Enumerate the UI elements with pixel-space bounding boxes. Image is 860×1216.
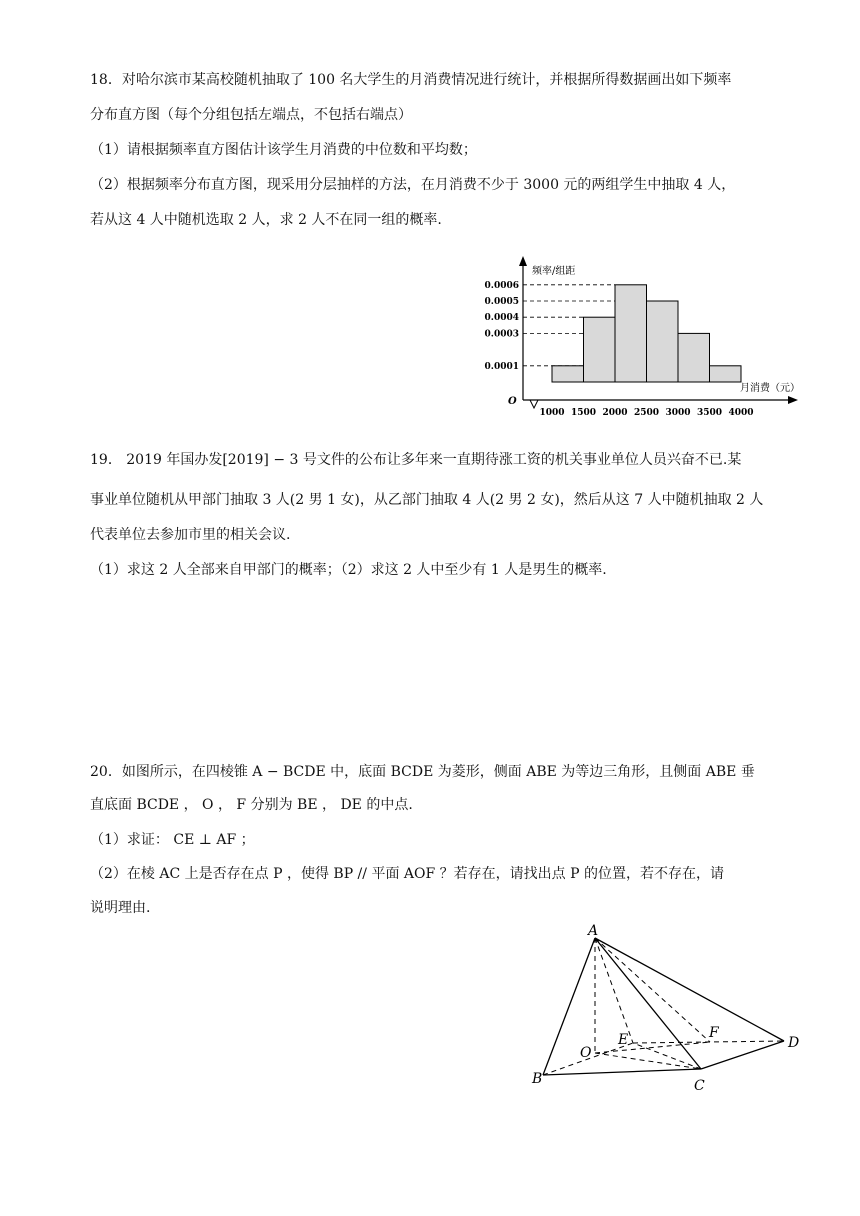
histogram-bar (552, 366, 584, 382)
edge-AD (595, 938, 784, 1041)
x-tick-label: 2000 (602, 408, 628, 418)
x-tick-label: 4000 (728, 408, 754, 418)
label-F: F (709, 1025, 719, 1041)
q19-line-1: 19． 2019 年国办发[2019] − 3 号文件的公布让多年来一直期待涨工资的机关事业单位人员兴奋不已.某 (90, 452, 742, 468)
q18-line-2: 分布直方图（每个分组包括左端点，不包括右端点） (90, 107, 412, 123)
pyramid-figure (520, 920, 820, 1100)
x-tick-label: 3500 (696, 408, 723, 418)
x-axis-arrow (788, 396, 798, 404)
label-E: E (618, 1032, 629, 1048)
q20-line-5: 说明理由. (90, 900, 151, 916)
q20-line-3: （1）求证： CE ⊥ AF ； (90, 832, 255, 848)
edge-OF (595, 1042, 710, 1053)
label-O: O (580, 1045, 592, 1061)
edge-AC (595, 938, 701, 1069)
edge-AE (595, 938, 633, 1043)
histogram-bar (647, 301, 679, 382)
edge-AF (595, 938, 710, 1042)
x-tick-label: 3000 (665, 408, 691, 418)
y-tick-label: 0.0001 (484, 361, 519, 372)
frequency-histogram (470, 252, 810, 422)
q19-line-4: （1）求这 2 人全部来自甲部门的概率；（2）求这 2 人中至少有 1 人是男生的概率. (90, 562, 607, 578)
edge-BC (543, 1069, 701, 1075)
origin-label: O (508, 396, 517, 407)
label-B: B (532, 1071, 543, 1087)
edge-CD (701, 1041, 784, 1069)
x-axis-label: 月消费（元） (740, 383, 800, 394)
axis-break (530, 400, 538, 408)
x-tick-label: 1000 (539, 408, 565, 418)
q20-line-4: （2）在棱 AC 上是否存在点 P ，使得 BP // 平面 AOF ？若存在，请找出点 P 的位置，若不存在，请 (90, 866, 724, 882)
y-axis-arrow (519, 256, 527, 266)
y-axis-label: 频率/组距 (532, 266, 576, 277)
y-tick-label: 0.0006 (484, 280, 519, 291)
q18-line-3: （1）请根据频率直方图估计该学生月消费的中位数和平均数； (90, 142, 477, 158)
histogram-bar (710, 366, 742, 382)
histogram-bar (584, 317, 616, 382)
q18-line-1: 18．对哈尔滨市某高校随机抽取了 100 名大学生的月消费情况进行统计，并根据所得数据画出如下频率 (90, 72, 732, 88)
histogram-bar (615, 285, 647, 382)
q19-line-3: 代表单位去参加市里的相关会议. (90, 527, 291, 543)
y-tick-label: 0.0004 (484, 313, 519, 324)
label-C: C (694, 1078, 705, 1094)
q18-line-4: （2）根据频率分布直方图，现采用分层抽样的方法，在月消费不少于 3000 元的两组学生中抽取 4 人， (90, 177, 736, 193)
q20-line-2: 直底面 BCDE ， O ， F 分别为 BE ， DE 的中点. (90, 797, 413, 813)
x-tick-label: 1500 (570, 408, 597, 418)
x-tick-label: 2500 (633, 408, 660, 418)
q18-line-5: 若从这 4 人中随机选取 2 人，求 2 人不在同一组的概率. (90, 212, 442, 228)
y-tick-label: 0.0005 (484, 297, 519, 307)
q19-line-2: 事业单位随机从甲部门抽取 3 人(2 男 1 女)，从乙部门抽取 4 人(2 男 2 女)，然后从这 7 人中随机抽取 2 人 (90, 492, 764, 508)
label-A: A (588, 923, 599, 939)
label-D: D (788, 1035, 800, 1051)
q20-line-1: 20．如图所示，在四棱锥 A − BCDE 中，底面 BCDE 为菱形，侧面 ABE 为等边三角形，且侧面 ABE 垂 (90, 764, 755, 780)
histogram-bar (678, 333, 710, 382)
y-tick-label: 0.0003 (484, 329, 519, 340)
edge-OC (595, 1053, 701, 1069)
